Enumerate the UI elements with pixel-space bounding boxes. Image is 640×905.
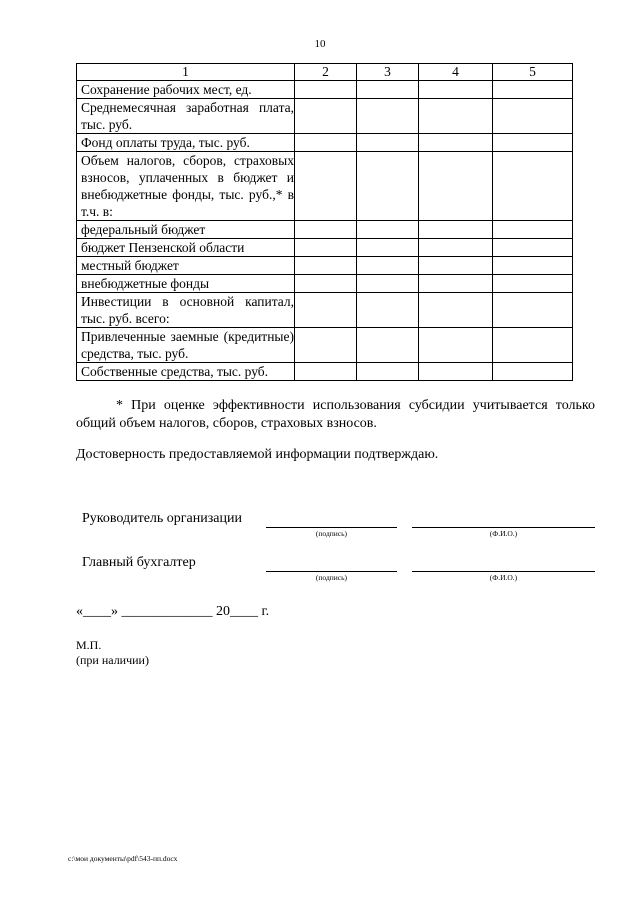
signature-label-director: Руководитель организации	[82, 511, 242, 526]
file-path-footer: c:\мои документы\pdf\543-пп.docx	[68, 854, 178, 863]
signature-caption: (подпись)	[315, 573, 348, 582]
name-line[interactable]	[412, 571, 595, 572]
indicators-table	[76, 63, 573, 381]
signature-caption: (подпись)	[315, 529, 348, 538]
name-line[interactable]	[412, 527, 595, 528]
signature-line[interactable]	[266, 571, 397, 572]
stamp-place	[76, 638, 149, 668]
table-row	[77, 257, 573, 275]
row-label: Объем налогов, сборов, страховых взносов, уплаченных в бюджет и внебюджетные фонды, тыс. руб.,* в т.ч. в:	[77, 152, 295, 221]
table-row	[77, 239, 573, 257]
row-label: Сохранение рабочих мест, ед.	[77, 81, 295, 99]
signature-line[interactable]	[266, 527, 397, 528]
row-label: местный бюджет	[77, 257, 295, 275]
table-header-cell: 3	[357, 64, 419, 81]
table-row	[77, 81, 573, 99]
row-label: Фонд оплаты труда, тыс. руб.	[77, 134, 295, 152]
confirmation-statement: Достоверность предоставляемой информации подтверждаю.	[76, 447, 439, 462]
table-row	[77, 152, 573, 221]
table-header-cell: 1	[77, 64, 295, 81]
name-caption: (Ф.И.О.)	[489, 529, 518, 538]
table-header-row	[77, 64, 573, 81]
table-row	[77, 363, 573, 381]
table-row	[77, 99, 573, 134]
table-header-cell: 4	[419, 64, 493, 81]
table-header-cell: 2	[295, 64, 357, 81]
row-label: Инвестиции в основной капитал, тыс. руб. всего:	[77, 293, 295, 328]
table-row	[77, 134, 573, 152]
date-line[interactable]: «____» _____________ 20____ г.	[76, 604, 270, 619]
footnote: * При оценке эффективности использования субсидии учитывается только общий объем налогов, сборов, страховых взносов.	[76, 398, 595, 431]
row-label: федеральный бюджет	[77, 221, 295, 239]
stamp-label: М.П.	[76, 638, 102, 652]
table-header-cell: 5	[493, 64, 573, 81]
row-label: Привлеченные заемные (кредитные) средства, тыс. руб.	[77, 328, 295, 363]
row-label: Среднемесячная заработная плата, тыс. руб.	[77, 99, 295, 134]
table-row	[77, 328, 573, 363]
name-caption: (Ф.И.О.)	[489, 573, 518, 582]
table-row	[77, 293, 573, 328]
signature-label-accountant: Главный бухгалтер	[82, 555, 196, 570]
stamp-note: (при наличии)	[76, 653, 149, 667]
table-row	[77, 221, 573, 239]
row-label: внебюджетные фонды	[77, 275, 295, 293]
table-row	[77, 275, 573, 293]
row-label: бюджет Пензенской области	[77, 239, 295, 257]
row-label: Собственные средства, тыс. руб.	[77, 363, 295, 381]
page-number: 10	[314, 38, 326, 50]
